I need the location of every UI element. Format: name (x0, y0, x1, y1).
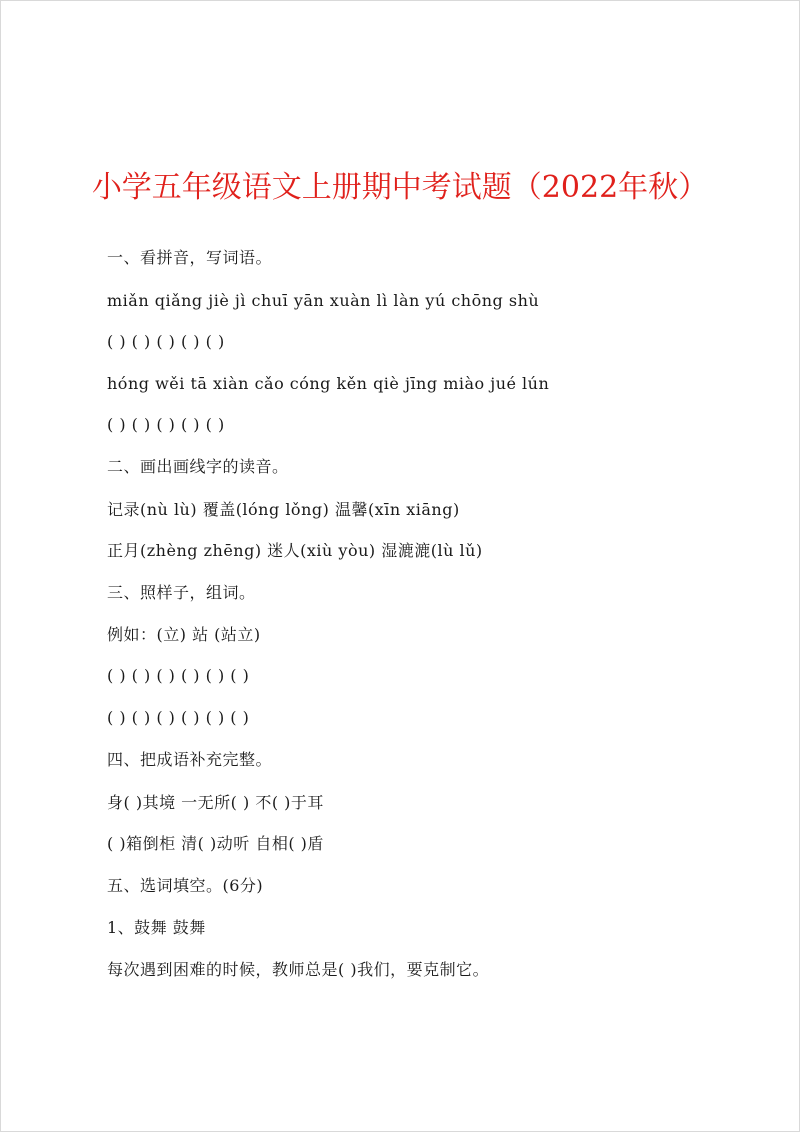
section-4-heading: 四、把成语补充完整。 (107, 750, 273, 769)
idiom-row-2: ( )箱倒柜 清( )动听 自相( )盾 (107, 834, 324, 853)
reading-row-2: 正月(zhèng zhēng) 迷人(xiù yòu) 湿漉漉(lù lǔ) (107, 541, 483, 560)
word-choice-label: 1、鼓舞 鼓舞 (107, 918, 206, 937)
section-3-heading: 三、照样子，组词。 (107, 583, 256, 602)
example-line: 例如：(立) 站 (站立) (107, 625, 261, 644)
section-1-heading: 一、看拼音，写词语。 (107, 248, 273, 267)
pinyin-row-1: miǎn qiǎng jiè jì chuī yān xuàn lì làn yú chōng shù (107, 291, 540, 310)
page-title: 小学五年级语文上册期中考试题（2022年秋） (91, 170, 709, 205)
reading-row-1: 记录(nù lù) 覆盖(lóng lǒng) 温馨(xīn xiāng) (107, 500, 460, 519)
blank-row-3: ( ) ( ) ( ) ( ) ( ) ( ) (107, 666, 250, 685)
blank-row-2: ( ) ( ) ( ) ( ) ( ) (107, 415, 225, 434)
pinyin-row-2: hóng wěi tā xiàn cǎo cóng kěn qiè jīng miào jué lún (107, 374, 550, 393)
section-5-heading: 五、选词填空。(6分) (107, 876, 264, 895)
sentence-line: 每次遇到困难的时候，教师总是( )我们，要克制它。 (107, 960, 490, 979)
blank-row-4: ( ) ( ) ( ) ( ) ( ) ( ) (107, 708, 250, 727)
blank-row-1: ( ) ( ) ( ) ( ) ( ) (107, 332, 225, 351)
idiom-row-1: 身( )其境 一无所( ) 不( )于耳 (107, 793, 324, 812)
section-2-heading: 二、画出画线字的读音。 (107, 457, 289, 476)
